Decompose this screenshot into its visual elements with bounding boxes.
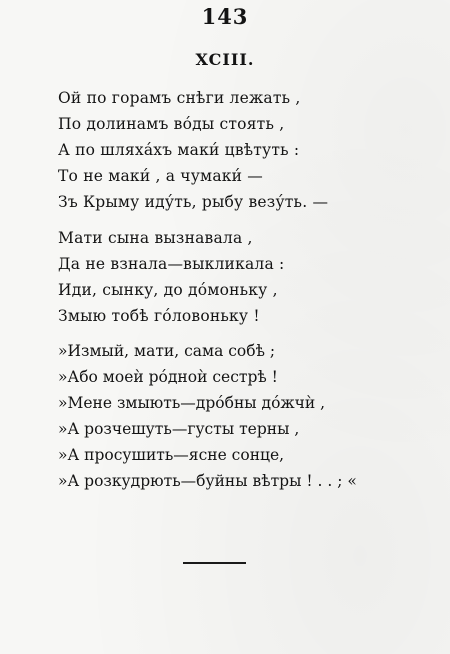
poem-line: Змыю тобѣ гóловоньку ! — [58, 307, 260, 325]
poem-line: То не маки́ , а чумаки́ — — [58, 167, 264, 185]
poem-line: »Измый, мати, сама собѣ ; — [58, 342, 276, 360]
stanza-2 — [58, 225, 284, 329]
poem-line: Ой по горамъ снѣги лежать , — [58, 89, 301, 107]
end-of-poem-rule — [183, 562, 246, 564]
poem-line: Зъ Крыму иду́ть, рыбу везу́ть. — — [58, 193, 329, 211]
poem-line: »Або моеѝ рóдноѝ сестрѣ ! — [58, 368, 278, 386]
poem-line: Иди, сынку, до дóмоньку , — [58, 281, 278, 299]
stanza-3 — [58, 338, 357, 494]
poem-line: Мати сына вызнавала , — [58, 229, 253, 247]
stanza-1 — [58, 85, 328, 215]
poem-line: »Мене змыють—дрóбны дóжчѝ , — [58, 394, 326, 412]
page-number: 143 — [201, 4, 249, 29]
poem-line: А по шляхáхъ маки́ цвѣтуть : — [58, 141, 300, 159]
poem-line: Да не взнала—выкликала : — [58, 255, 285, 273]
poem-line: По долинамъ вóды стоять , — [58, 115, 285, 133]
poem-line: »А розкудрють—буйны вѣтры ! . . ; « — [58, 472, 357, 490]
poem-line: »А просушить—ясне сонце, — [58, 446, 285, 464]
poem-line: »А розчешуть—густы терны , — [58, 420, 300, 438]
poem-number: XCIII. — [195, 50, 255, 69]
